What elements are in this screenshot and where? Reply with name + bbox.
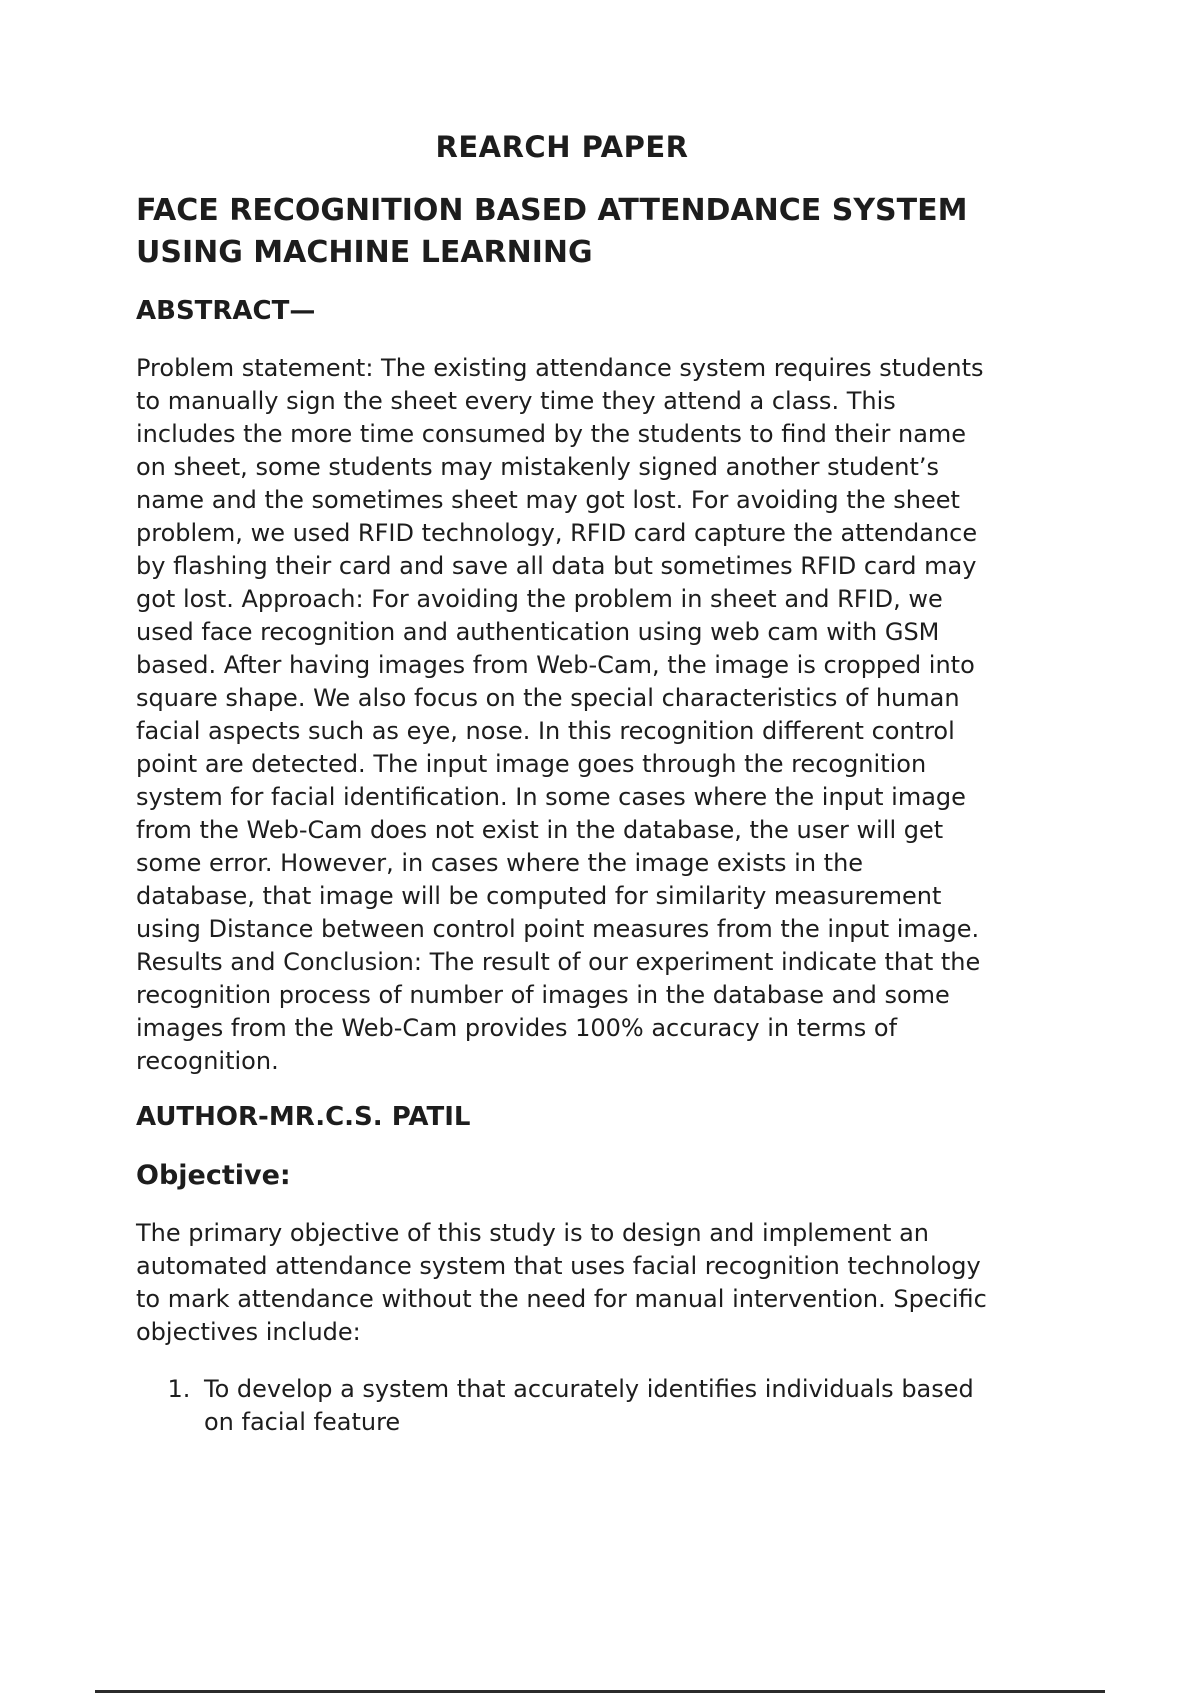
abstract-paragraph: Problem statement: The existing attendance system requires students to manually sign the sheet every time they attend a class. This includes the more time consumed by the students to find their name on sheet, some students may mistakenly signed another student’s name and the sometimes sheet may got lost. For avoiding the sheet problem, we used RFID technology, RFID card capture the attendance by flashing their card and save all data but sometimes RFID card may got lost. Approach: For avoiding the problem in sheet and RFID, we used face recognition and authentication using web cam with GSM based. After having images from Web-Cam, the image is cropped into square shape. We also focus on the special characteristics of human facial aspects such as eye, nose. In this recognition different control point are detected. The input image goes through the recognition system for facial identification. In some cases where the input image from the Web-Cam does not exist in the database, the user will get some error. However, in cases where the image exists in the database, that image will be computed for similarity measurement using Distance between control point measures from the input image. Results and Conclusion: The result of our experiment indicate that the recognition process of number of images in the database and some images from the Web-Cam provides 100% accuracy in terms of recognition. [136,354,984,1075]
abstract-heading: ABSTRACT— [136,296,316,326]
objective-intro-paragraph: The primary objective of this study is to design and implement an automated attendance system that uses facial recognition technology to mark attendance without the need for manual intervention. Specific objectives include: [136,1219,987,1346]
objective-heading: Objective: [136,1160,291,1191]
author-heading: AUTHOR-MR.C.S. PATIL [136,1102,471,1132]
document-title: REARCH PAPER [435,130,689,164]
objectives-list-item: 1. To develop a system that accurately identifies individuals based on facial feature [198,1373,988,1439]
paper-main-heading: FACE RECOGNITION BASED ATTENDANCE SYSTEM USING MACHINE LEARNING [136,193,968,270]
objectives-list [136,1373,988,1439]
page-bottom-border [95,1690,1105,1693]
